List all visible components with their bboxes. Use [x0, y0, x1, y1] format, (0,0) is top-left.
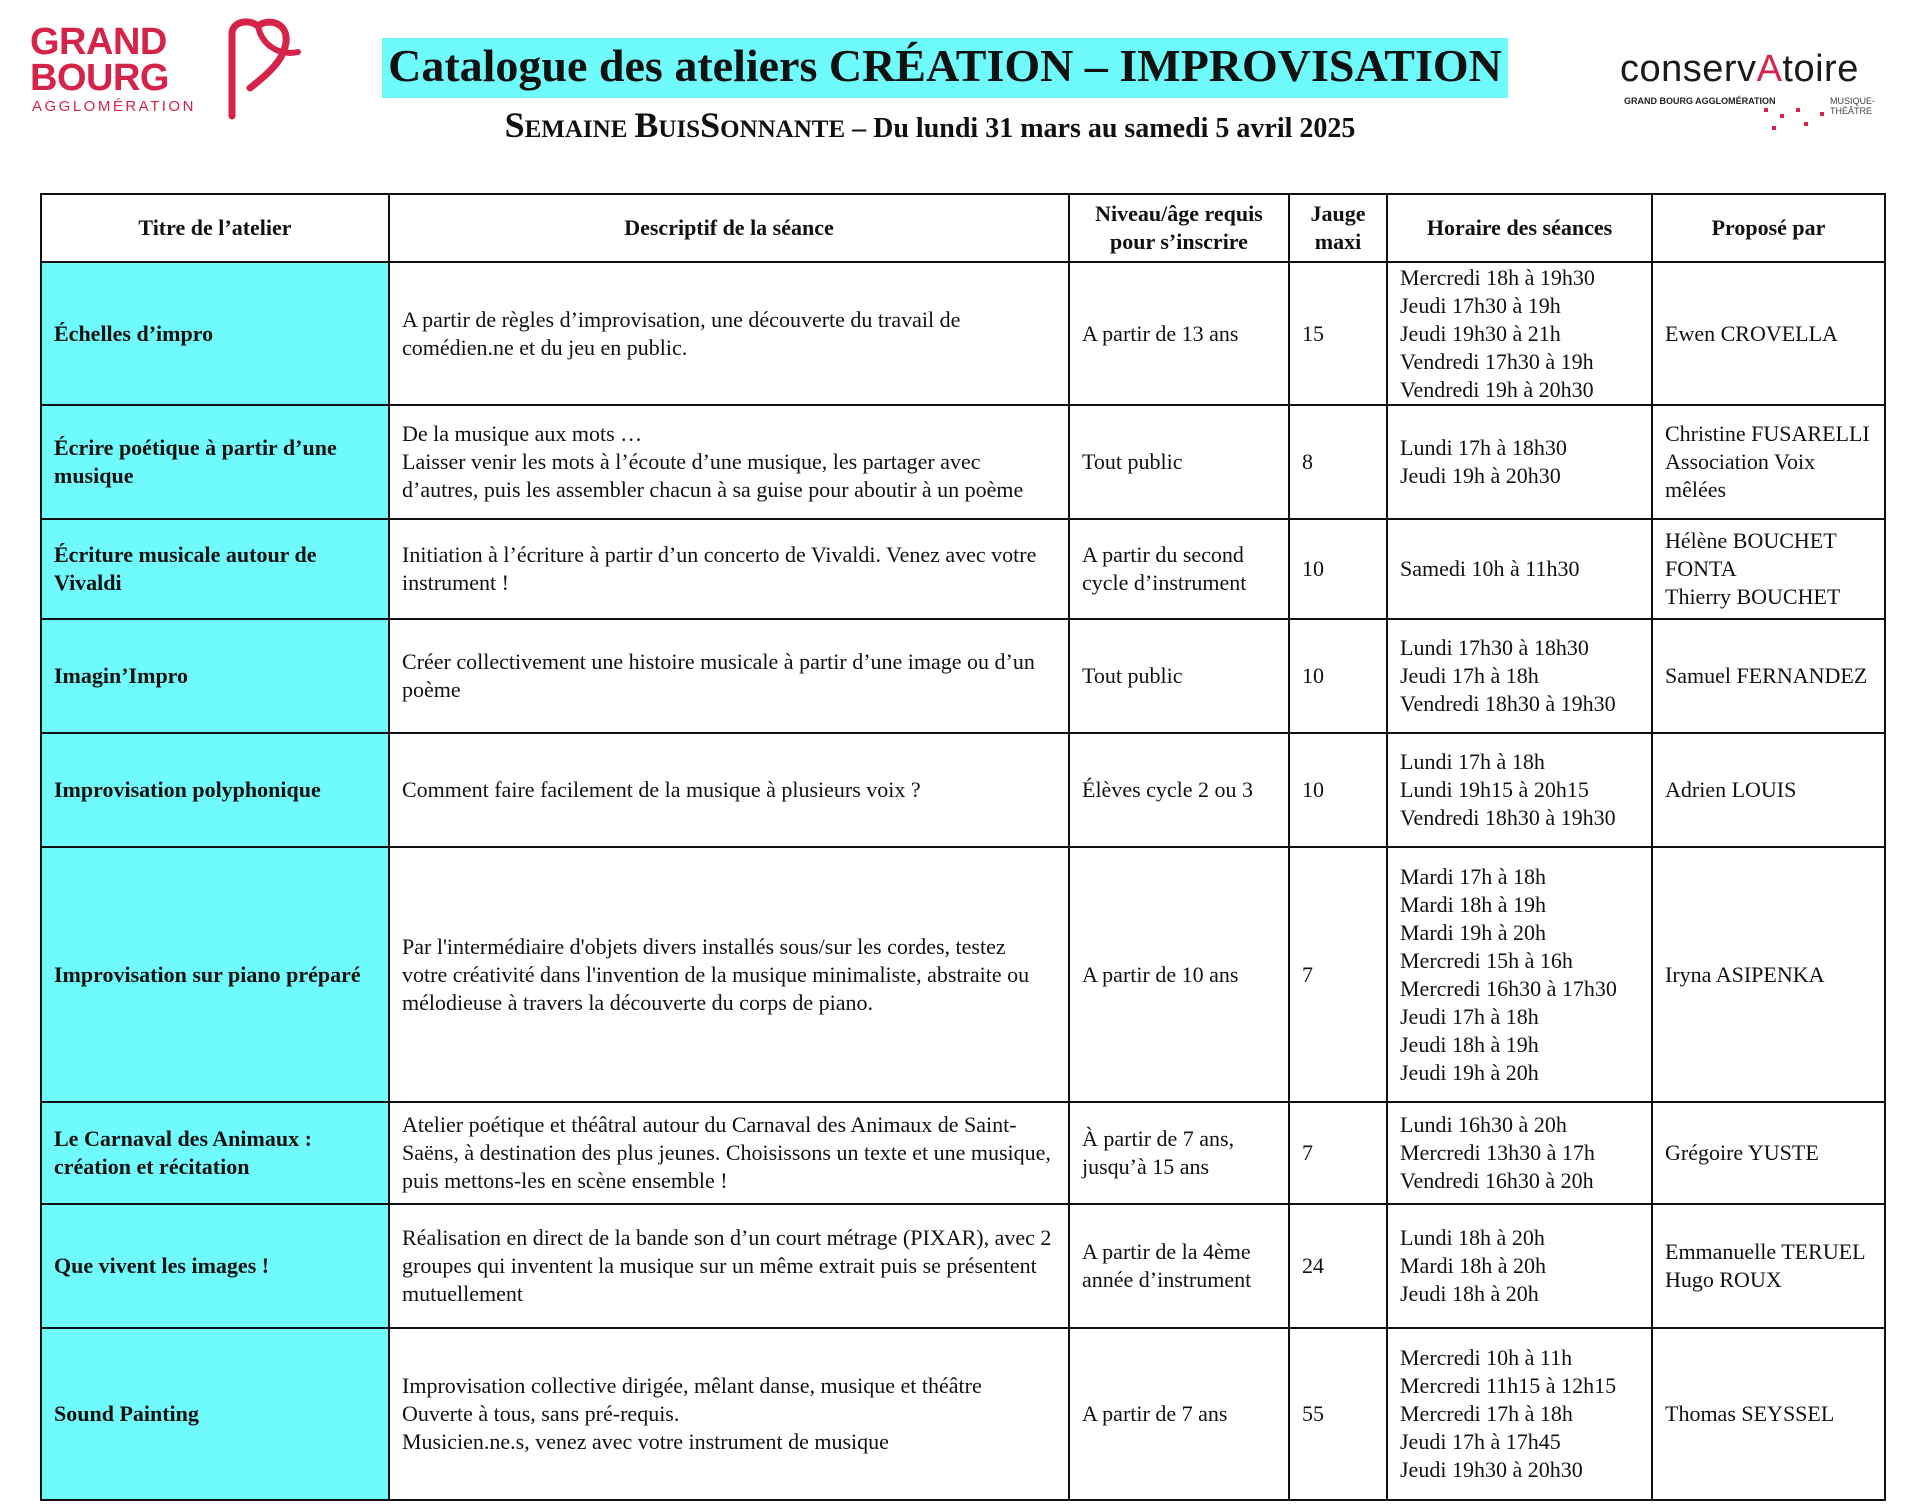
row-level: Élèves cycle 2 ou 3: [1069, 733, 1289, 847]
table-row: [41, 262, 1885, 405]
row-capacity: 24: [1289, 1204, 1387, 1328]
row-description: Comment faire facilement de la musique à plusieurs voix ?: [389, 733, 1069, 847]
row-level: A partir de la 4ème année d’instrument: [1069, 1204, 1289, 1328]
row-title: Sound Painting: [41, 1328, 389, 1500]
workshop-table: [40, 193, 1886, 1501]
row-schedule: Lundi 18h à 20h Mardi 18h à 20h Jeudi 18h à 20h: [1387, 1204, 1652, 1328]
header-level: Niveau/âge requis pour s’inscrire: [1069, 194, 1289, 262]
row-by: Hélène BOUCHET FONTA Thierry BOUCHET: [1652, 519, 1885, 619]
row-title: Que vivent les images !: [41, 1204, 389, 1328]
row-capacity: 55: [1289, 1328, 1387, 1500]
row-schedule: Mardi 17h à 18h Mardi 18h à 19h Mardi 19h à 20h Mercredi 15h à 16h Mercredi 16h30 à 17h30 Jeudi 17h à 18h Jeudi 18h à 19h Jeudi 19h à 20h: [1387, 847, 1652, 1102]
row-description: De la musique aux mots … Laisser venir les mots à l’écoute d’une musique, les partager avec d’autres, puis les assembler chacun à sa guise pour aboutir à un poème: [389, 405, 1069, 519]
row-by: Samuel FERNANDEZ: [1652, 619, 1885, 733]
row-by: Adrien LOUIS: [1652, 733, 1885, 847]
logo-left-sub: AGGLOMÉRATION: [32, 98, 196, 115]
subtitle-buissonnante: BuisSonnante: [634, 105, 846, 145]
row-description: Initiation à l’écriture à partir d’un concerto de Vivaldi. Venez avec votre instrument !: [389, 519, 1069, 619]
row-title: Imagin’Impro: [41, 619, 389, 733]
page-subtitle: [0, 104, 1890, 146]
row-level: A partir du second cycle d’instrument: [1069, 519, 1289, 619]
subtitle-dates: – Du lundi 31 mars au samedi 5 avril 2025: [852, 113, 1356, 144]
row-schedule: Lundi 17h30 à 18h30 Jeudi 17h à 18h Vendredi 18h30 à 19h30: [1387, 619, 1652, 733]
table-row: [41, 1204, 1885, 1328]
row-by: Christine FUSARELLI Association Voix mêlées: [1652, 405, 1885, 519]
row-level: Tout public: [1069, 405, 1289, 519]
row-capacity: 7: [1289, 847, 1387, 1102]
row-level: A partir de 13 ans: [1069, 262, 1289, 405]
header-description: Descriptif de la séance: [389, 194, 1069, 262]
table-row: [41, 733, 1885, 847]
row-capacity: 10: [1289, 733, 1387, 847]
row-by: Emmanuelle TERUEL Hugo ROUX: [1652, 1204, 1885, 1328]
row-title: Écriture musicale autour de Vivaldi: [41, 519, 389, 619]
row-capacity: 10: [1289, 519, 1387, 619]
logo-dots-icon: [1760, 106, 1840, 136]
table-row: [41, 847, 1885, 1102]
row-by: Thomas SEYSSEL: [1652, 1328, 1885, 1500]
table-header-row: [41, 194, 1885, 262]
logo-right-tag2: MUSIQUE-THÉÂTRE: [1830, 96, 1875, 116]
logo-right-tag1: GRAND BOURG AGGLOMÉRATION: [1624, 96, 1776, 106]
table-row: [41, 619, 1885, 733]
row-description: Atelier poétique et théâtral autour du Carnaval des Animaux de Saint-Saëns, à destination des plus jeunes. Choisissons un texte et une musique, puis mettons-les en scène ensemble !: [389, 1102, 1069, 1204]
row-by: Ewen CROVELLA: [1652, 262, 1885, 405]
row-title: Le Carnaval des Animaux : création et récitation: [41, 1102, 389, 1204]
table-row: [41, 1328, 1885, 1500]
row-capacity: 10: [1289, 619, 1387, 733]
row-schedule: Lundi 17h à 18h30 Jeudi 19h à 20h30: [1387, 405, 1652, 519]
subtitle-semaine: Semaine: [504, 105, 628, 145]
table-row: [41, 1102, 1885, 1204]
row-level: À partir de 7 ans, jusqu’à 15 ans: [1069, 1102, 1289, 1204]
row-capacity: 7: [1289, 1102, 1387, 1204]
row-title: Improvisation polyphonique: [41, 733, 389, 847]
logo-left-text: GRAND BOURG: [30, 21, 169, 99]
row-schedule: Lundi 16h30 à 20h Mercredi 13h30 à 17h Vendredi 16h30 à 20h: [1387, 1102, 1652, 1204]
logo-right-text: conservAtoire: [1620, 48, 1859, 90]
row-capacity: 15: [1289, 262, 1387, 405]
row-title: Écrire poétique à partir d’une musique: [41, 405, 389, 519]
table-row: [41, 405, 1885, 519]
row-capacity: 8: [1289, 405, 1387, 519]
row-level: A partir de 10 ans: [1069, 847, 1289, 1102]
row-schedule: Mercredi 18h à 19h30 Jeudi 17h30 à 19h Jeudi 19h30 à 21h Vendredi 17h30 à 19h Vendredi 19h à 20h30: [1387, 262, 1652, 405]
header-capacity: Jauge maxi: [1289, 194, 1387, 262]
header-by: Proposé par: [1652, 194, 1885, 262]
row-title: Échelles d’impro: [41, 262, 389, 405]
table-row: [41, 519, 1885, 619]
row-description: Par l'intermédiaire d'objets divers installés sous/sur les cordes, testez votre créativité dans l'invention de la musique minimaliste, abstraite ou mélodieuse à travers la découverte du corps de piano.: [389, 847, 1069, 1102]
row-by: Iryna ASIPENKA: [1652, 847, 1885, 1102]
row-level: Tout public: [1069, 619, 1289, 733]
row-description: Réalisation en direct de la bande son d’un court métrage (PIXAR), avec 2 groupes qui inventent la musique sur un même extrait puis se présentent mutuellement: [389, 1204, 1069, 1328]
page-title: Catalogue des ateliers CRÉATION – IMPROVISATION: [382, 38, 1508, 98]
conservatoire-logo: [1620, 48, 1910, 138]
row-level: A partir de 7 ans: [1069, 1328, 1289, 1500]
row-description: Créer collectivement une histoire musicale à partir d’une image ou d’un poème: [389, 619, 1069, 733]
row-schedule: Lundi 17h à 18h Lundi 19h15 à 20h15 Vendredi 18h30 à 19h30: [1387, 733, 1652, 847]
row-by: Grégoire YUSTE: [1652, 1102, 1885, 1204]
header-schedule: Horaire des séances: [1387, 194, 1652, 262]
row-description: Improvisation collective dirigée, mêlant danse, musique et théâtre Ouverte à tous, sans pré-requis. Musicien.ne.s, venez avec votre instrument de musique: [389, 1328, 1069, 1500]
header-title: Titre de l’atelier: [41, 194, 389, 262]
row-schedule: Mercredi 10h à 11h Mercredi 11h15 à 12h15 Mercredi 17h à 18h Jeudi 17h à 17h45 Jeudi 19h30 à 20h30: [1387, 1328, 1652, 1500]
row-schedule: Samedi 10h à 11h30: [1387, 519, 1652, 619]
row-description: A partir de règles d’improvisation, une découverte du travail de comédien.ne et du jeu en public.: [389, 262, 1069, 405]
row-title: Improvisation sur piano préparé: [41, 847, 389, 1102]
